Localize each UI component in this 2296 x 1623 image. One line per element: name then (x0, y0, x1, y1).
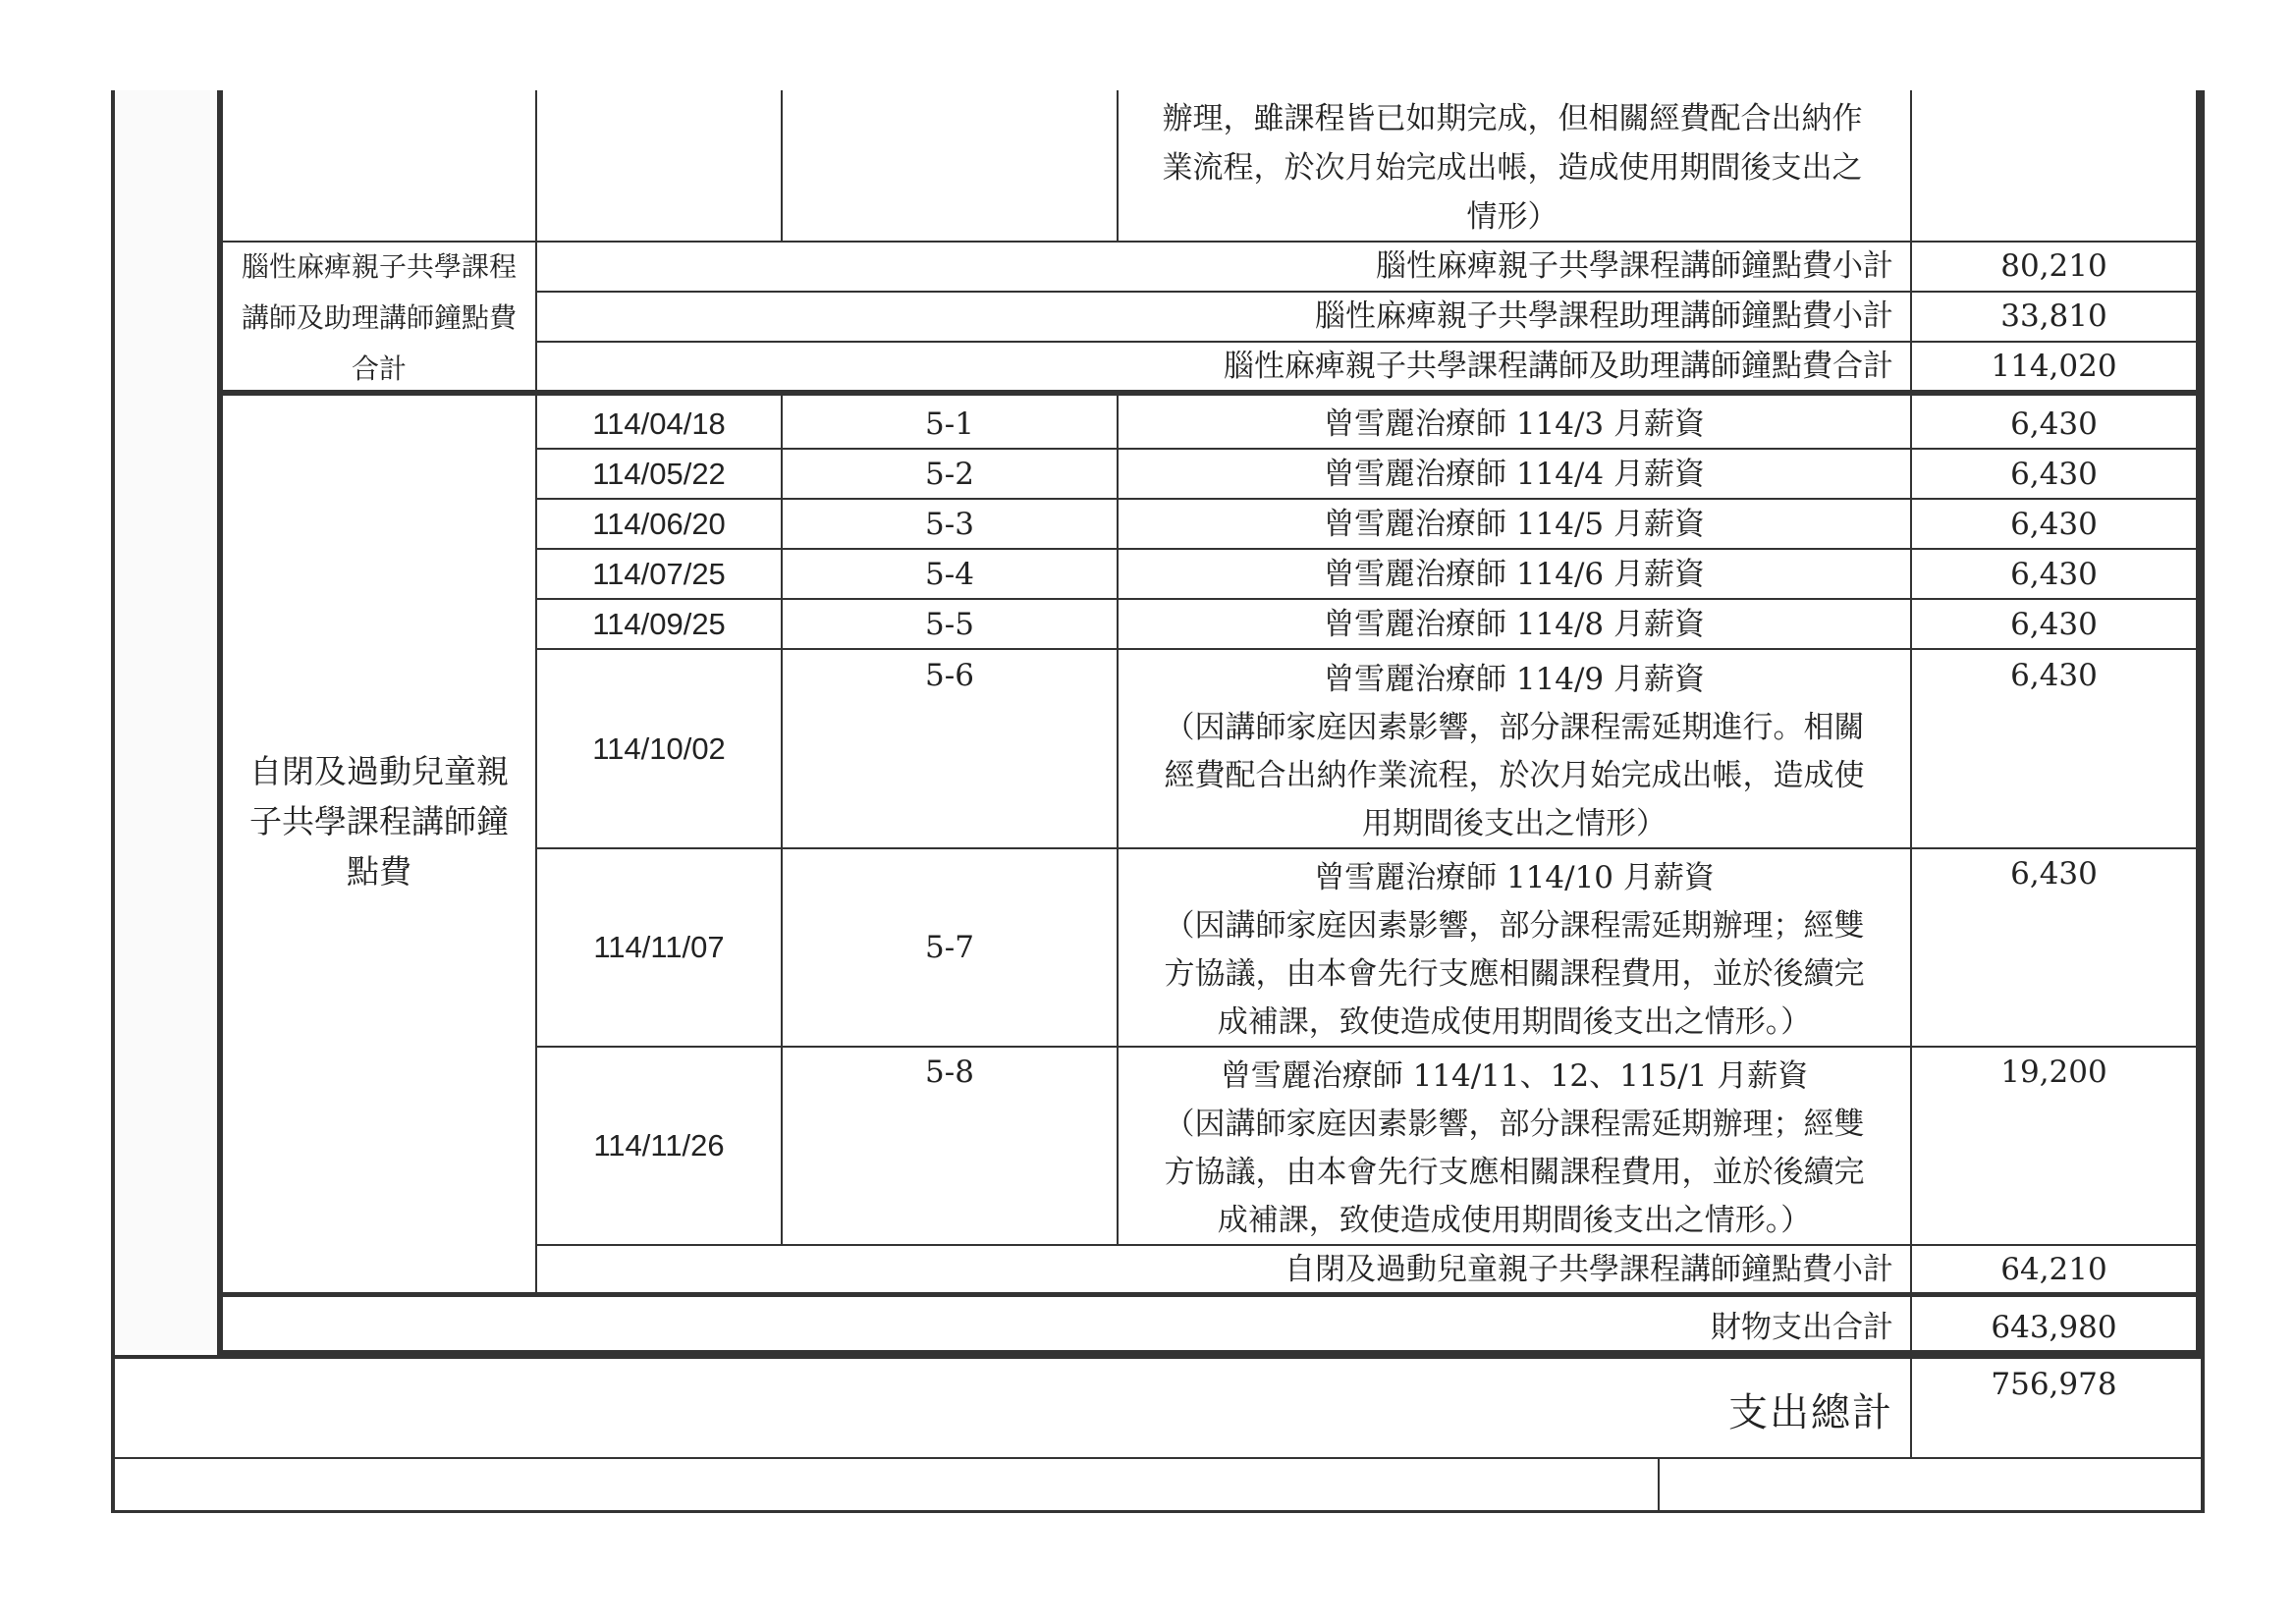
cp-assistant-subtotal-label: 腦性麻痺親子共學課程助理講師鐘點費小計 (1315, 298, 1893, 334)
row-date: 114/09/25 (592, 607, 726, 641)
row-voucher: 5-8 (925, 1055, 974, 1090)
continuation-line: 業流程，於次月始完成出帳，造成使用期間後支出之 (1162, 150, 1863, 186)
row-amount: 6,430 (2010, 406, 2098, 442)
row-description-line: 方協議，由本會先行支應相關課程費用，並於後續完 (1164, 956, 1865, 992)
property-total-amount: 643,980 (1991, 1310, 2117, 1345)
cp-group-label (223, 242, 535, 395)
row-amount: 6,430 (2010, 507, 2098, 542)
grand-total-amount: 756,978 (1991, 1367, 2117, 1402)
autism-group-label-line: 點費 (347, 852, 411, 891)
row-voucher: 5-4 (925, 557, 974, 592)
autism-group-label-line: 自閉及過動兒童親 (249, 752, 509, 790)
grand-total-label: 支出總計 (1728, 1390, 1893, 1435)
continuation-line: 辦理，雖課程皆已如期完成，但相關經費配合出納作 (1162, 101, 1863, 136)
row-amount: 6,430 (2010, 457, 2098, 492)
row-amount: 6,430 (2010, 607, 2098, 642)
row-description: 曾雪麗治療師 114/5 月薪資 (1323, 507, 1706, 542)
continuation-line: 情形） (1466, 199, 1558, 235)
row-description-line: 成補課，致使造成使用期間後支出之情形。） (1217, 1004, 1812, 1040)
row-voucher: 5-7 (925, 930, 974, 965)
row-date: 114/06/20 (592, 507, 726, 541)
autism-subtotal-amount: 64,210 (2000, 1252, 2107, 1287)
row-date: 114/05/22 (592, 457, 726, 491)
row-voucher: 5-2 (925, 457, 974, 492)
row-description-line: （因講師家庭因素影響，部分課程需延期進行。相關 (1164, 710, 1865, 745)
row-amount: 6,430 (2010, 557, 2098, 592)
row-amount: 6,430 (2010, 856, 2098, 892)
row-description (1119, 854, 1910, 1047)
autism-subtotal-label: 自閉及過動兒童親子共學課程講師鐘點費小計 (1285, 1252, 1893, 1287)
cp-total-amount: 114,020 (1991, 349, 2117, 384)
row-voucher: 5-5 (925, 607, 974, 642)
row-description-line: 曾雪麗治療師 114/9 月薪資 (1323, 662, 1706, 697)
autism-group-label (223, 746, 535, 896)
cp-group-label-line: 講師及助理講師鐘點費 (241, 301, 517, 334)
cp-assistant-subtotal-amount: 33,810 (2000, 298, 2107, 334)
row-date: 114/04/18 (592, 406, 726, 441)
cp-group-label-line: 腦性麻痺親子共學課程 (241, 250, 517, 283)
cp-group-label-line: 合計 (351, 352, 407, 385)
cp-instructor-subtotal-amount: 80,210 (2000, 248, 2107, 284)
row-description-line: （因講師家庭因素影響，部分課程需延期辦理；經雙 (1164, 1107, 1865, 1142)
row-voucher: 5-1 (925, 406, 974, 442)
row-date: 114/07/25 (592, 557, 726, 591)
row-description-line: 方協議，由本會先行支應相關課程費用，並於後續完 (1164, 1155, 1865, 1190)
row-date: 114/11/26 (593, 1128, 725, 1163)
row-description-line: 用期間後支出之情形） (1362, 806, 1667, 841)
row-description: 曾雪麗治療師 114/4 月薪資 (1323, 457, 1706, 492)
cp-total-label: 腦性麻痺親子共學課程講師及助理講師鐘點費合計 (1224, 349, 1893, 384)
row-description: 曾雪麗治療師 114/6 月薪資 (1323, 557, 1706, 592)
row-description (1119, 656, 1910, 848)
row-description-line: 曾雪麗治療師 114/11、12、115/1 月薪資 (1220, 1058, 1809, 1094)
row-date: 114/10/02 (592, 731, 726, 766)
row-description: 曾雪麗治療師 114/3 月薪資 (1323, 406, 1706, 442)
row-description-line: （因講師家庭因素影響，部分課程需延期辦理；經雙 (1164, 908, 1865, 944)
autism-group-label-line: 子共學課程講師鐘 (249, 802, 509, 840)
row-voucher: 5-3 (925, 507, 974, 542)
row-date: 114/11/07 (593, 930, 725, 964)
row-description: 曾雪麗治療師 114/8 月薪資 (1323, 607, 1706, 642)
row-amount: 6,430 (2010, 658, 2098, 693)
row-description (1119, 1053, 1910, 1245)
row-voucher: 5-6 (925, 658, 974, 693)
row-description-line: 曾雪麗治療師 114/10 月薪資 (1314, 860, 1715, 895)
row-amount: 19,200 (2000, 1055, 2107, 1090)
continuation-note (1120, 94, 1905, 242)
row-description-line: 經費配合出納作業流程，於次月始完成出帳，造成使 (1164, 758, 1865, 793)
property-total-label: 財物支出合計 (1711, 1310, 1893, 1345)
cp-instructor-subtotal-label: 腦性麻痺親子共學課程講師鐘點費小計 (1376, 248, 1893, 284)
row-description-line: 成補課，致使造成使用期間後支出之情形。） (1217, 1203, 1812, 1238)
